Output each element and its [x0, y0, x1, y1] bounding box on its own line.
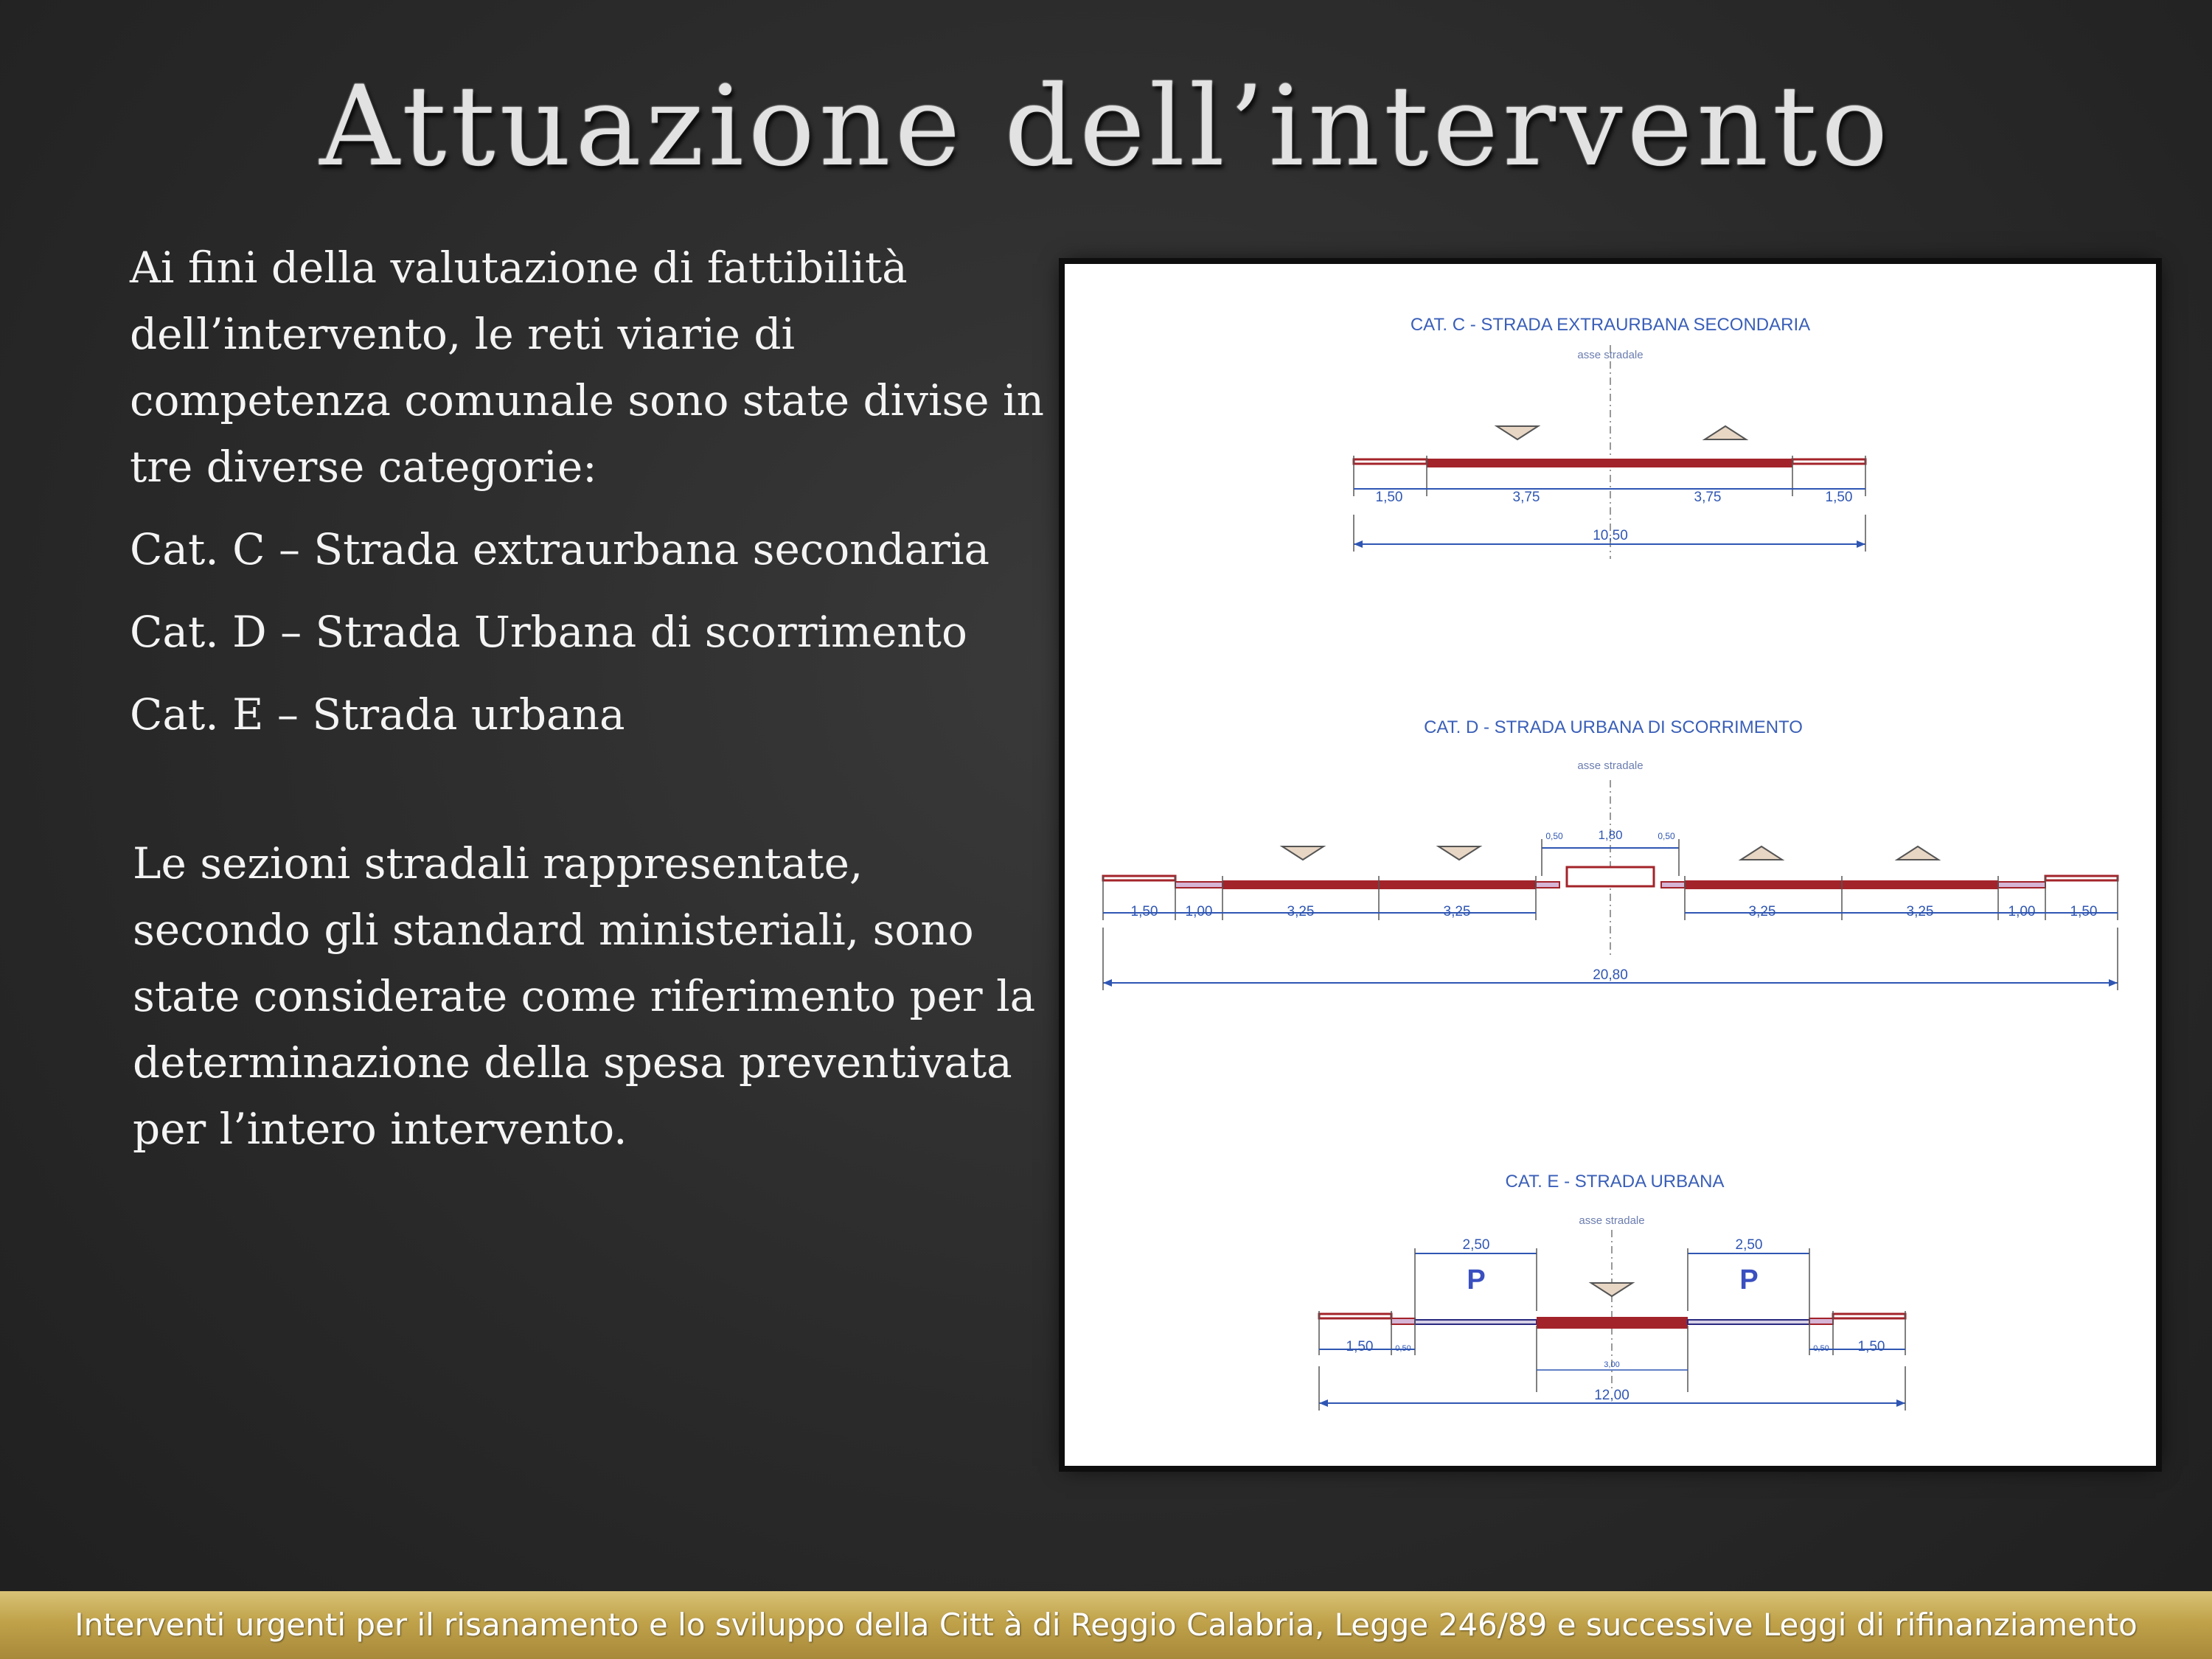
section-d-caption: CAT. D - STRADA URBANA DI SCORRIMENTO [1424, 717, 1803, 737]
section-d-median-dim-3: 0,50 [1658, 831, 1675, 841]
section-d-slope-1-icon [1282, 846, 1324, 860]
section-c-dim-3: 3,75 [1694, 490, 1722, 505]
section-d-slope-4-icon [1897, 846, 1938, 860]
section-d-median-dim-1: 0,50 [1545, 831, 1563, 841]
section-d-dim-1: 1,50 [1130, 904, 1158, 919]
reference-paragraph: Le sezioni stradali rappresentate, secondo gli standard ministeriali, sono state considerate come riferimento per la determinazione della spesa preventivata per l’intero intervento. [133, 838, 1036, 1154]
section-c-shoulder-right [1792, 459, 1865, 464]
section-d-dim-6: 3,25 [1906, 904, 1934, 919]
section-e-dim-4: 0,50 [1813, 1344, 1829, 1353]
section-c-caption: CAT. C - STRADA EXTRAURBANA SECONDARIA [1410, 315, 1811, 335]
section-d-median-dim-2: 1,80 [1598, 828, 1623, 842]
section-e-parking-left-icon: P [1467, 1265, 1486, 1295]
section-e [1319, 1172, 1905, 1411]
section-d-dim-3: 3,25 [1287, 904, 1315, 919]
section-e-total: 12,00 [1594, 1388, 1630, 1403]
body-text [130, 234, 1044, 1178]
road-sections-drawing [1065, 264, 2156, 1466]
section-d-axis-label: asse stradale [1577, 759, 1644, 772]
section-d-dim-2: 1,00 [1185, 904, 1213, 919]
section-c-axis-label: asse stradale [1577, 349, 1644, 361]
category-e-item: Cat. E – Strada urbana [130, 689, 625, 740]
section-c-dim-1: 1,50 [1375, 490, 1403, 505]
category-c-item: Cat. C – Strada extraurbana secondaria [130, 524, 990, 574]
section-c-dim-2: 3,75 [1512, 490, 1540, 505]
section-c-slope-right-icon [1705, 426, 1746, 439]
section-e-dim-5: 1,50 [1857, 1339, 1885, 1354]
section-e-caption: CAT. E - STRADA URBANA [1505, 1172, 1725, 1192]
section-c-carriageway [1427, 459, 1792, 467]
category-d-item: Cat. D – Strada Urbana di scorrimento [130, 607, 967, 657]
section-c [1354, 315, 1865, 559]
section-d-slope-3-icon [1741, 846, 1782, 860]
section-e-parking-left-width: 2,50 [1462, 1237, 1490, 1253]
slide-title: Attuazione dell’intervento [319, 63, 1893, 191]
section-d-dim-7: 1,00 [2008, 904, 2036, 919]
section-c-dim-4: 1,50 [1825, 490, 1853, 505]
footer-bar [0, 1591, 2212, 1659]
section-d-total: 20,80 [1593, 967, 1628, 983]
road-sections-figure [1065, 264, 2156, 1466]
section-e-dim-1: 1,50 [1346, 1339, 1374, 1354]
section-d-dim-4: 3,25 [1443, 904, 1471, 919]
section-d [1103, 717, 2118, 990]
section-e-parking-right-icon: P [1739, 1265, 1759, 1295]
section-d-median [1567, 867, 1654, 886]
section-e-parking-left [1415, 1320, 1537, 1324]
section-d-slope-2-icon [1439, 846, 1480, 860]
section-e-parking-right [1688, 1320, 1809, 1324]
section-e-axis-label: asse stradale [1579, 1214, 1645, 1227]
section-e-parking-right-width: 2,50 [1735, 1237, 1763, 1253]
section-d-dim-5: 3,25 [1748, 904, 1776, 919]
section-c-total: 10,50 [1593, 528, 1628, 543]
section-c-shoulder-left [1354, 459, 1427, 464]
section-e-dim-3: 3,00 [1604, 1360, 1620, 1369]
section-d-dim-8: 1,50 [2070, 904, 2098, 919]
footer-text: Interventi urgenti per il risanamento e lo sviluppo della Citt à di Reggio Calabria, Legge 246/89 e successive Leggi di rifinanziamento [74, 1607, 2138, 1643]
section-e-dim-2: 0,50 [1395, 1344, 1411, 1353]
section-c-slope-left-icon [1497, 426, 1538, 439]
section-e-slope-icon [1591, 1283, 1632, 1296]
intro-paragraph: Ai fini della valutazione di fattibilità dell’intervento, le reti viarie di competenza comunale sono state divise in tre diverse categorie: [130, 243, 1044, 492]
section-e-carriageway [1537, 1317, 1688, 1329]
